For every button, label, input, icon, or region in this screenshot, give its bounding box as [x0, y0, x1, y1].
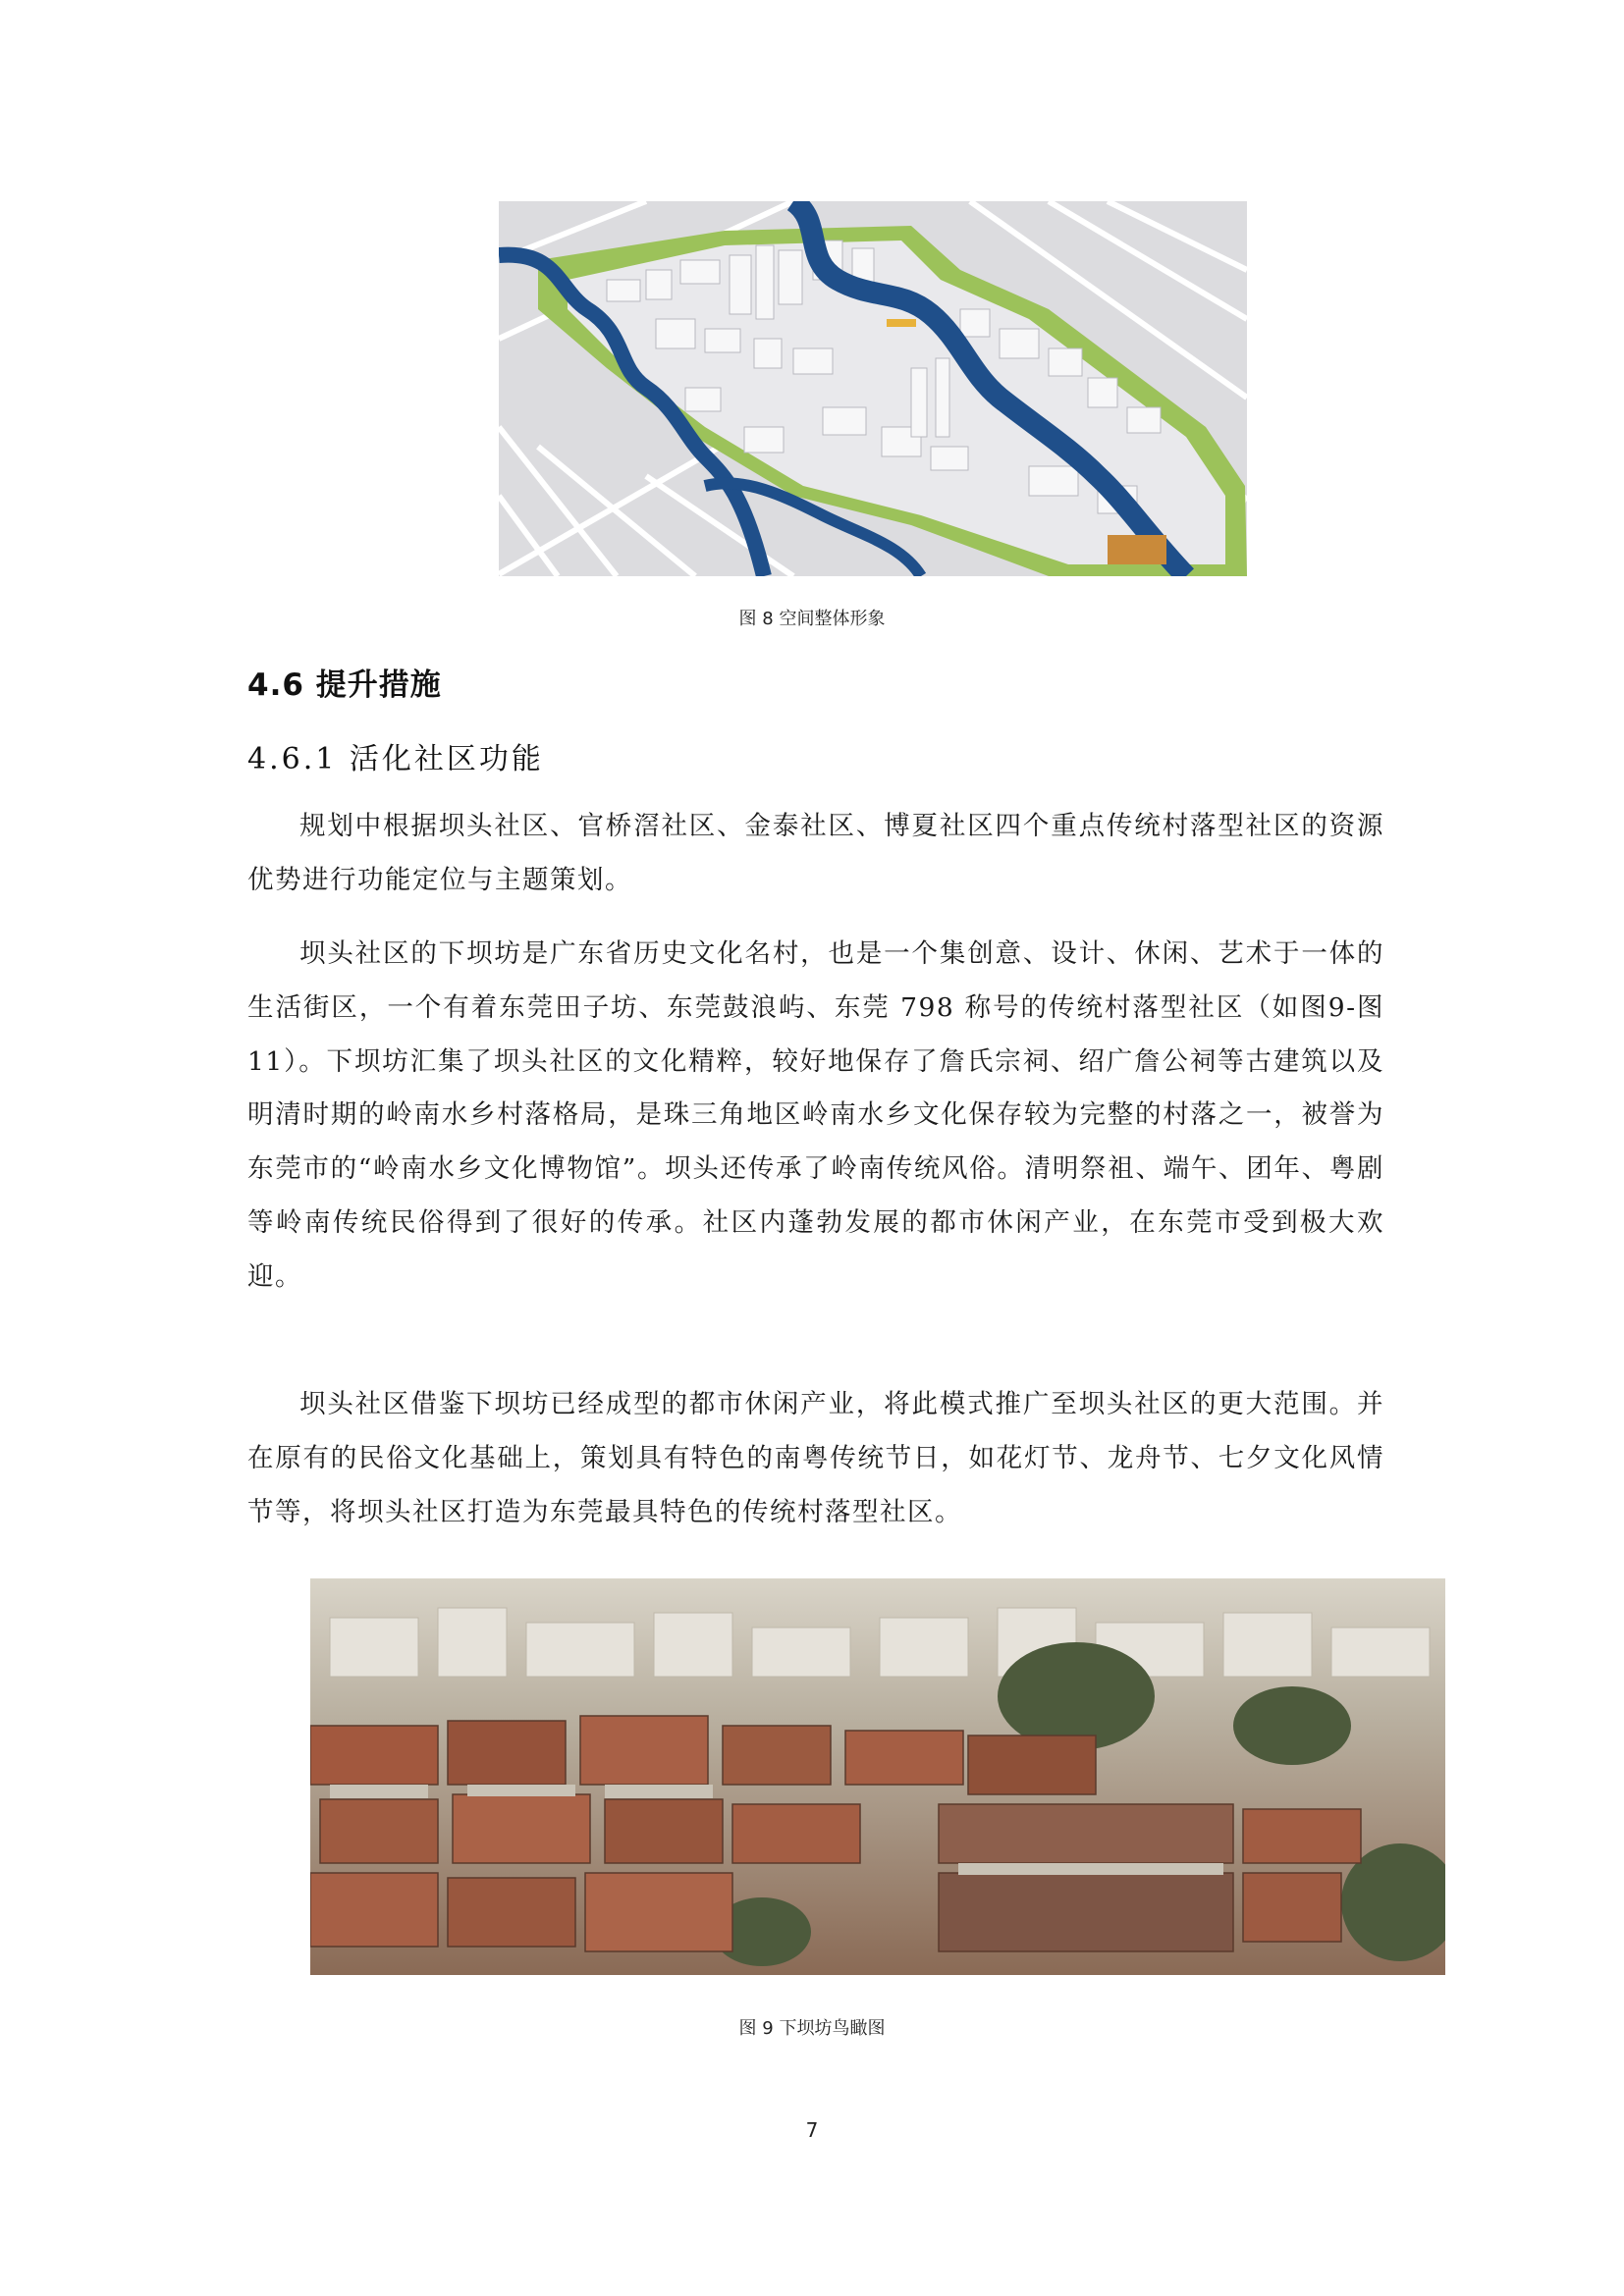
figure-8-image [499, 201, 1247, 576]
figure-9-image [310, 1578, 1445, 1975]
page-number: 7 [805, 2118, 819, 2142]
paragraph-1: 规划中根据坝头社区、官桥滘社区、金泰社区、博夏社区四个重点传统村落型社区的资源优势进行功能定位与主题策划。 [247, 811, 1384, 895]
subsection-heading: 4.6.1 活化社区功能 [247, 742, 544, 776]
figure-9-caption: 图 9 下坝坊鸟瞰图 [738, 2018, 886, 2039]
section-heading: 4.6 提升措施 [247, 667, 442, 703]
paragraph-2: 坝头社区的下坝坊是广东省历史文化名村，也是一个集创意、设计、休闲、艺术于一体的生活街区，一个有着东莞田子坊、东莞鼓浪屿、东莞 798 称号的传统村落型社区（如图9-图 11）。下坝坊汇集了坝头社区的文化精粹，较好地保存了詹氏宗祠、绍广詹公祠等古建筑以及明清时期的岭南水乡村落格局，是珠三角地区岭南水乡文化保存较为完整的村落之一，被誉为东莞市的“岭南水乡文化博物馆”。坝头还传承了岭南传统风俗。清明祭祖、端午、团年、粤剧等岭南传统民俗得到了很好的传承。社区内蓬勃发展的都市休闲产业，在东莞市受到极大欢迎。 [247, 938, 1384, 1292]
village-rooftops-photo [310, 1578, 1445, 1975]
figure-8-caption: 图 8 空间整体形象 [738, 609, 886, 629]
aerial-masterplan-illustration [499, 201, 1247, 576]
paragraph-3: 坝头社区借鉴下坝坊已经成型的都市休闲产业，将此模式推广至坝头社区的更大范围。并在原有的民俗文化基础上，策划具有特色的南粤传统节日，如花灯节、龙舟节、七夕文化风情节等，将坝头社区打造为东莞最具特色的传统村落型社区。 [247, 1389, 1384, 1527]
